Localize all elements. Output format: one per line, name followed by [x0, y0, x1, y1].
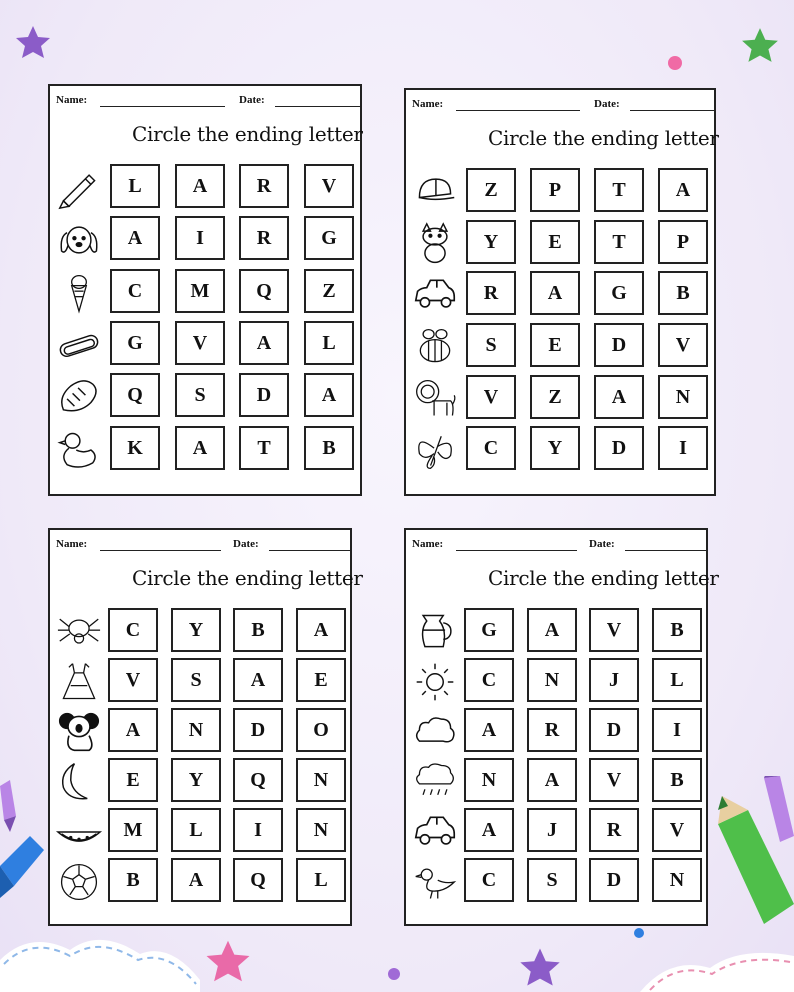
name-field-line[interactable] [100, 550, 221, 551]
car-icon [410, 810, 460, 854]
letter-row [406, 375, 714, 423]
butterfly-icon [410, 428, 460, 472]
worksheet [48, 84, 362, 496]
letter-box[interactable]: Q [239, 269, 289, 313]
letter-box[interactable]: O [296, 708, 346, 752]
moon-icon [54, 760, 104, 804]
worksheet-title: Circle the ending letter [488, 126, 719, 150]
hot-dog-icon [54, 323, 104, 367]
duck-icon [54, 428, 104, 472]
letter-row [406, 271, 714, 319]
letter-box[interactable]: I [652, 708, 702, 752]
letter-row [50, 808, 350, 856]
letter-box[interactable]: P [530, 168, 580, 212]
letter-row [406, 220, 714, 268]
letter-box[interactable]: N [464, 758, 514, 802]
bee-icon [410, 325, 460, 369]
letter-box[interactable]: A [304, 373, 354, 417]
letter-box[interactable]: A [530, 271, 580, 315]
letter-box[interactable]: B [108, 858, 158, 902]
letter-box[interactable]: B [233, 608, 283, 652]
letter-box[interactable]: C [464, 658, 514, 702]
letter-row [50, 164, 360, 212]
letter-row [50, 858, 350, 906]
letter-box[interactable]: A [658, 168, 708, 212]
sun-icon [410, 660, 460, 704]
name-label: Name: [56, 94, 88, 106]
cat-icon [410, 222, 460, 266]
melon-icon [54, 810, 104, 854]
letter-box[interactable]: T [594, 168, 644, 212]
letter-box[interactable]: Z [530, 375, 580, 419]
letter-box[interactable]: L [110, 164, 160, 208]
letter-box[interactable]: A [175, 164, 225, 208]
letter-box[interactable]: A [175, 426, 225, 470]
letter-box[interactable]: V [589, 758, 639, 802]
name-field-line[interactable] [100, 106, 225, 107]
date-label: Date: [594, 98, 620, 110]
jug-icon [410, 610, 460, 654]
worksheet-title: Circle the ending letter [132, 122, 363, 146]
letter-box[interactable]: G [464, 608, 514, 652]
letter-box[interactable]: V [108, 658, 158, 702]
pencil-decoration-blue-icon [0, 776, 48, 926]
letter-box[interactable]: N [296, 758, 346, 802]
worksheet [404, 88, 719, 496]
letter-row [406, 168, 714, 216]
dress-icon [54, 660, 104, 704]
letter-box[interactable]: L [296, 858, 346, 902]
letter-box[interactable]: Y [171, 758, 221, 802]
star-decoration-green-icon [740, 26, 780, 64]
lion-icon [410, 377, 460, 421]
letter-box[interactable]: S [466, 323, 516, 367]
date-field-line[interactable] [269, 550, 351, 551]
letter-box[interactable]: J [589, 658, 639, 702]
letter-box[interactable]: N [171, 708, 221, 752]
letter-box[interactable]: A [527, 758, 577, 802]
letter-box[interactable]: K [110, 426, 160, 470]
letter-box[interactable]: V [658, 323, 708, 367]
letter-box[interactable]: A [239, 321, 289, 365]
date-label: Date: [239, 94, 265, 106]
date-field-line[interactable] [630, 110, 714, 111]
letter-row [50, 269, 360, 317]
letter-row [50, 373, 360, 421]
worksheet [48, 528, 363, 926]
letter-box[interactable]: R [589, 808, 639, 852]
letter-box[interactable]: R [527, 708, 577, 752]
letter-row [406, 426, 714, 474]
letter-box[interactable]: Y [530, 426, 580, 470]
letter-box[interactable]: J [527, 808, 577, 852]
letter-box[interactable]: A [464, 708, 514, 752]
letter-box[interactable]: V [589, 608, 639, 652]
letter-box[interactable]: I [175, 216, 225, 260]
letter-box[interactable]: Z [304, 269, 354, 313]
spider-icon [54, 610, 104, 654]
letter-box[interactable]: A [296, 608, 346, 652]
letter-box[interactable]: A [464, 808, 514, 852]
letter-box[interactable]: B [652, 758, 702, 802]
worksheet-header [56, 92, 354, 110]
letter-box[interactable]: D [233, 708, 283, 752]
star-decoration-purple-icon [14, 24, 52, 60]
letter-box[interactable]: D [589, 708, 639, 752]
letter-box[interactable]: R [466, 271, 516, 315]
worksheet [404, 528, 719, 926]
name-label: Name: [412, 98, 444, 110]
letter-box[interactable]: D [594, 323, 644, 367]
letter-box[interactable]: R [239, 216, 289, 260]
letter-box[interactable]: T [594, 220, 644, 264]
name-label: Name: [412, 538, 444, 550]
letter-box[interactable]: S [171, 658, 221, 702]
letter-box[interactable]: C [110, 269, 160, 313]
letter-row [50, 658, 350, 706]
letter-box[interactable]: A [110, 216, 160, 260]
bird-icon [410, 860, 460, 904]
letter-box[interactable]: M [175, 269, 225, 313]
letter-box[interactable]: C [464, 858, 514, 902]
letter-box[interactable]: D [594, 426, 644, 470]
worksheet-header [412, 536, 700, 554]
date-field-line[interactable] [625, 550, 707, 551]
letter-box[interactable]: N [296, 808, 346, 852]
letter-box[interactable]: Q [233, 758, 283, 802]
worksheet-title: Circle the ending letter [488, 566, 719, 590]
ice-cream-icon [54, 271, 104, 315]
name-field-line[interactable] [456, 550, 577, 551]
letter-box[interactable]: Q [233, 858, 283, 902]
letter-box[interactable]: V [652, 808, 702, 852]
letter-row [50, 708, 350, 756]
worksheet-title: Circle the ending letter [132, 566, 363, 590]
bread-icon [54, 375, 104, 419]
letter-box[interactable]: Y [466, 220, 516, 264]
letter-box[interactable]: G [594, 271, 644, 315]
letter-box[interactable]: A [171, 858, 221, 902]
name-label: Name: [56, 538, 88, 550]
letter-box[interactable]: A [233, 658, 283, 702]
letter-box[interactable]: I [233, 808, 283, 852]
name-field-line[interactable] [456, 110, 580, 111]
pencil-icon [54, 166, 104, 210]
letter-box[interactable]: R [239, 164, 289, 208]
letter-box[interactable]: L [652, 658, 702, 702]
letter-row [406, 808, 706, 856]
letter-box[interactable]: A [527, 608, 577, 652]
letter-box[interactable]: Q [110, 373, 160, 417]
date-label: Date: [233, 538, 259, 550]
letter-box[interactable]: V [304, 164, 354, 208]
pencil-decoration-green-icon [708, 776, 794, 946]
letter-box[interactable]: A [108, 708, 158, 752]
letter-box[interactable]: N [658, 375, 708, 419]
letter-box[interactable]: G [304, 216, 354, 260]
letter-box[interactable]: E [530, 323, 580, 367]
letter-box[interactable]: V [175, 321, 225, 365]
letter-box[interactable]: I [658, 426, 708, 470]
letter-box[interactable]: N [652, 858, 702, 902]
letter-box[interactable]: E [296, 658, 346, 702]
car-icon [410, 273, 460, 317]
letter-box[interactable]: S [527, 858, 577, 902]
letter-box[interactable]: L [304, 321, 354, 365]
star-decoration-pink-icon [204, 938, 252, 984]
letter-row [50, 426, 360, 474]
worksheet-header [56, 536, 344, 554]
ball-icon [54, 860, 104, 904]
date-label: Date: [589, 538, 615, 550]
letter-row [50, 608, 350, 656]
letter-box[interactable]: Z [466, 168, 516, 212]
letter-box[interactable]: L [171, 808, 221, 852]
letter-box[interactable]: B [652, 608, 702, 652]
letter-box[interactable]: T [239, 426, 289, 470]
letter-box[interactable]: B [658, 271, 708, 315]
letter-box[interactable]: M [108, 808, 158, 852]
cap-icon [410, 170, 460, 214]
rain-icon [410, 760, 460, 804]
letter-box[interactable]: D [589, 858, 639, 902]
letter-row [50, 321, 360, 369]
letter-row [406, 608, 706, 656]
star-decoration-purple-bottom-icon [518, 946, 562, 988]
dog-icon [54, 218, 104, 262]
letter-row [406, 323, 714, 371]
koala-icon [54, 710, 104, 754]
letter-row [50, 758, 350, 806]
letter-box[interactable]: G [110, 321, 160, 365]
letter-box[interactable]: Y [171, 608, 221, 652]
letter-box[interactable]: N [527, 658, 577, 702]
letter-row [406, 758, 706, 806]
letter-box[interactable]: V [466, 375, 516, 419]
letter-row [406, 708, 706, 756]
letter-box[interactable]: B [304, 426, 354, 470]
cloud-icon [410, 710, 460, 754]
date-field-line[interactable] [275, 106, 360, 107]
letter-box[interactable]: E [108, 758, 158, 802]
letter-box[interactable]: C [108, 608, 158, 652]
letter-box[interactable]: A [594, 375, 644, 419]
cloud-decoration-left-icon [0, 920, 210, 992]
worksheet-header [412, 96, 708, 114]
dot-decoration-purple-icon [386, 966, 402, 982]
letter-box[interactable]: P [658, 220, 708, 264]
letter-row [406, 658, 706, 706]
letter-box[interactable]: D [239, 373, 289, 417]
letter-row [406, 858, 706, 906]
dot-decoration-pink-icon [666, 54, 684, 72]
letter-box[interactable]: C [466, 426, 516, 470]
letter-box[interactable]: S [175, 373, 225, 417]
letter-box[interactable]: E [530, 220, 580, 264]
letter-row [50, 216, 360, 264]
